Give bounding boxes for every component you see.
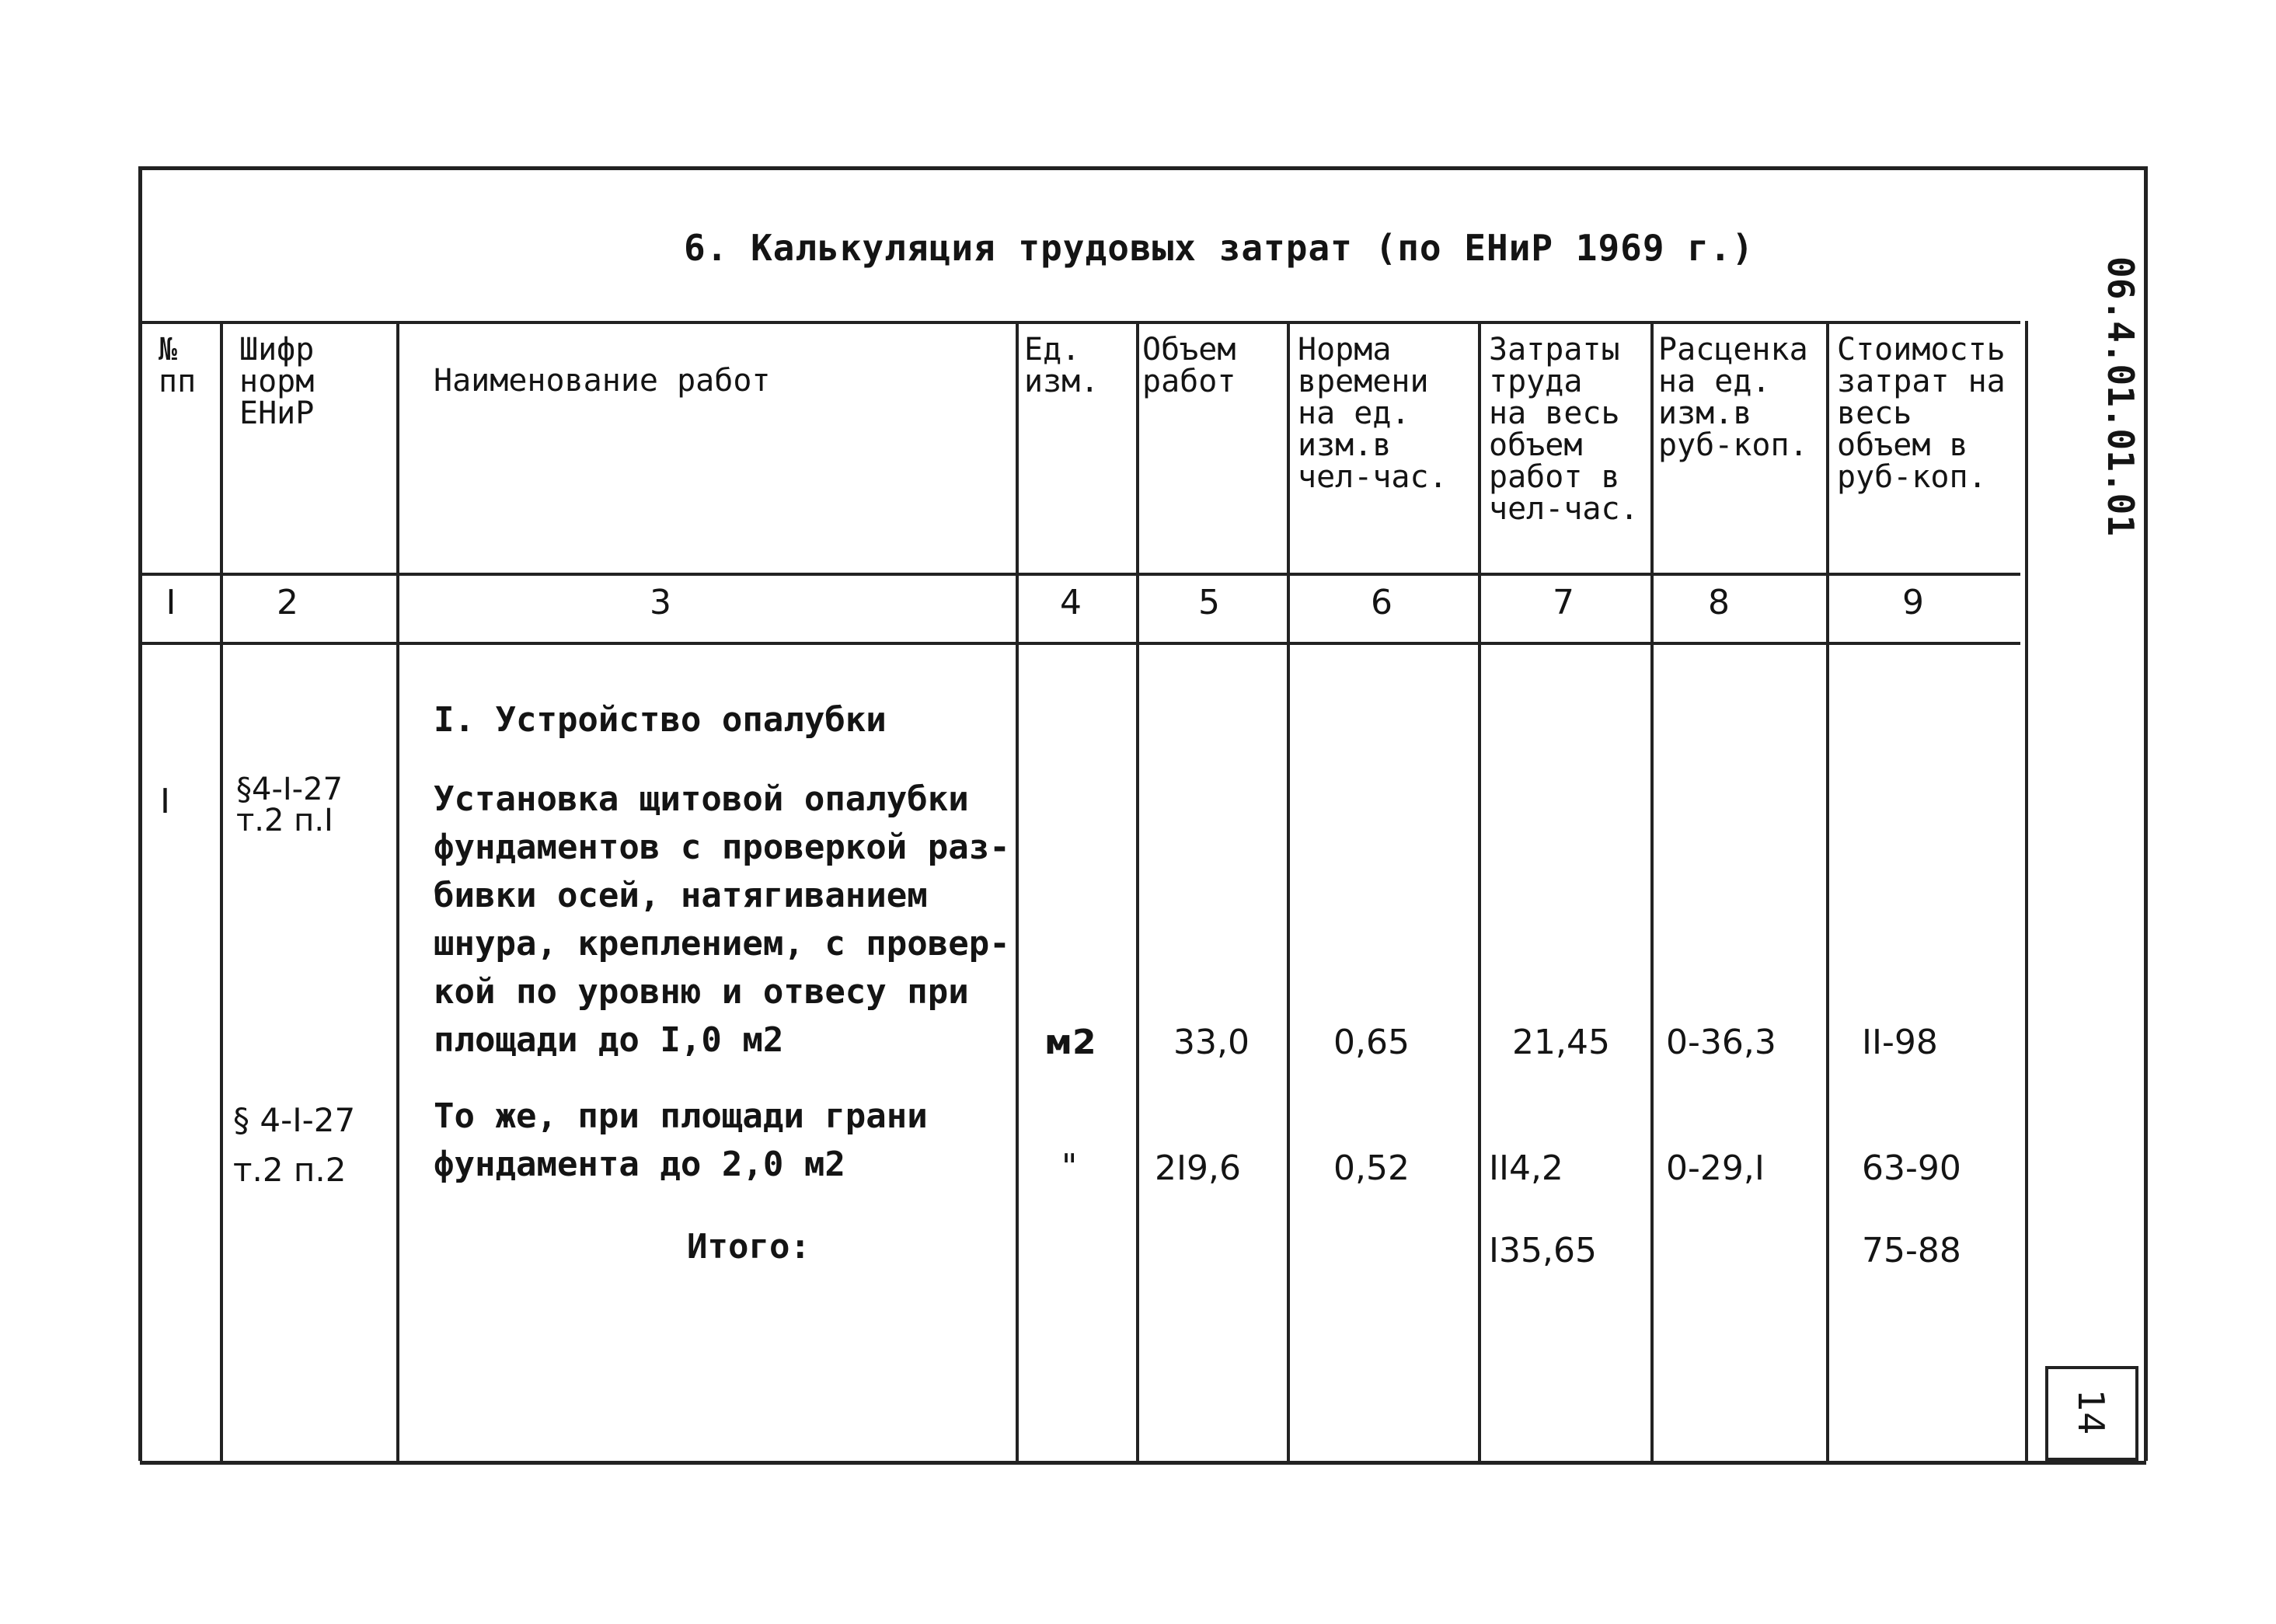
column-number-9: 9 [1902, 583, 1924, 622]
col-divider-3 [1016, 321, 1019, 1463]
header-bottom-rule [140, 573, 2020, 576]
header-name: Наименование работ [434, 363, 771, 399]
section-title: I. Устройство опалубки [434, 700, 887, 740]
header-no: № пп [159, 332, 197, 399]
row-2-unit: " [1061, 1147, 1078, 1187]
col-divider-5 [1287, 321, 1290, 1463]
page-number-box [2045, 1366, 2138, 1461]
column-number-8: 8 [1708, 583, 1730, 622]
row-1-volume: 33,0 [1173, 1023, 1250, 1062]
row-1-unit: м2 [1044, 1023, 1096, 1062]
col-divider-9 [2025, 321, 2028, 1463]
document-code: 06.4.01.01.01 [2100, 256, 2142, 537]
column-number-rule [140, 642, 2020, 645]
row-2-norm: 0,52 [1333, 1148, 1410, 1188]
row-1-code: §4-I-27 т.2 п.I [236, 772, 343, 838]
header-norm: Норма времени на ед. изм.в чел-час. [1298, 332, 1448, 495]
column-number-2: 2 [277, 583, 298, 622]
row-2-labor: II4,2 [1489, 1148, 1563, 1188]
row-2-name: То же, при площади грани фундамента до 2,0 м2 [434, 1096, 928, 1184]
row-2-code: § 4-I-27 т.2 п.2 [233, 1101, 356, 1189]
col-divider-2 [396, 321, 399, 1463]
total-labor: I35,65 [1489, 1231, 1597, 1270]
column-number-4: 4 [1060, 583, 1082, 622]
header-volume: Объем работ [1142, 332, 1236, 399]
row-1-no: I [160, 782, 170, 821]
row-2-cost: 63-90 [1862, 1148, 1961, 1188]
table-title: 6. Калькуляция трудовых затрат (по ЕНиР 1969 г.) [684, 227, 1755, 269]
total-cost: 75-88 [1862, 1231, 1961, 1270]
col-divider-6 [1478, 321, 1481, 1463]
column-number-5: 5 [1198, 583, 1220, 622]
row-1-labor: 21,45 [1512, 1023, 1610, 1062]
row-2-rate: 0-29,I [1666, 1148, 1765, 1188]
row-1-norm: 0,65 [1333, 1023, 1410, 1062]
header-unit: Ед. изм. [1024, 332, 1100, 399]
column-number-1: I [166, 583, 176, 622]
column-number-7: 7 [1553, 583, 1574, 622]
header-top-rule [140, 321, 2020, 324]
col-divider-7 [1650, 321, 1654, 1463]
header-labor: Затраты труда на весь объем работ в чел-час. [1489, 332, 1639, 527]
row-1-name: Установка щитовой опалубки фундаментов с проверкой раз- бивки осей, натягиванием шнура, креплением, с провер- кой по уровню и отвесу при площади до I,0 м2 [434, 779, 1010, 1060]
table-bottom-border [140, 1461, 2146, 1465]
col-divider-4 [1136, 321, 1139, 1463]
page-number: 14 [2070, 1389, 2112, 1435]
header-rate: Расценка на ед. изм.в руб-коп. [1658, 332, 1808, 463]
total-label: Итого: [687, 1227, 810, 1267]
header-cost: Стоимость затрат на весь объем в руб-коп. [1837, 332, 2006, 495]
col-divider-8 [1826, 321, 1829, 1463]
row-2-volume: 2I9,6 [1155, 1148, 1241, 1188]
row-1-rate: 0-36,3 [1666, 1023, 1776, 1062]
col-divider-1 [220, 321, 223, 1463]
row-1-cost: II-98 [1862, 1023, 1938, 1062]
column-number-6: 6 [1371, 583, 1392, 622]
column-number-3: 3 [650, 583, 671, 622]
header-code: Шифр норм ЕНиР [239, 332, 315, 431]
